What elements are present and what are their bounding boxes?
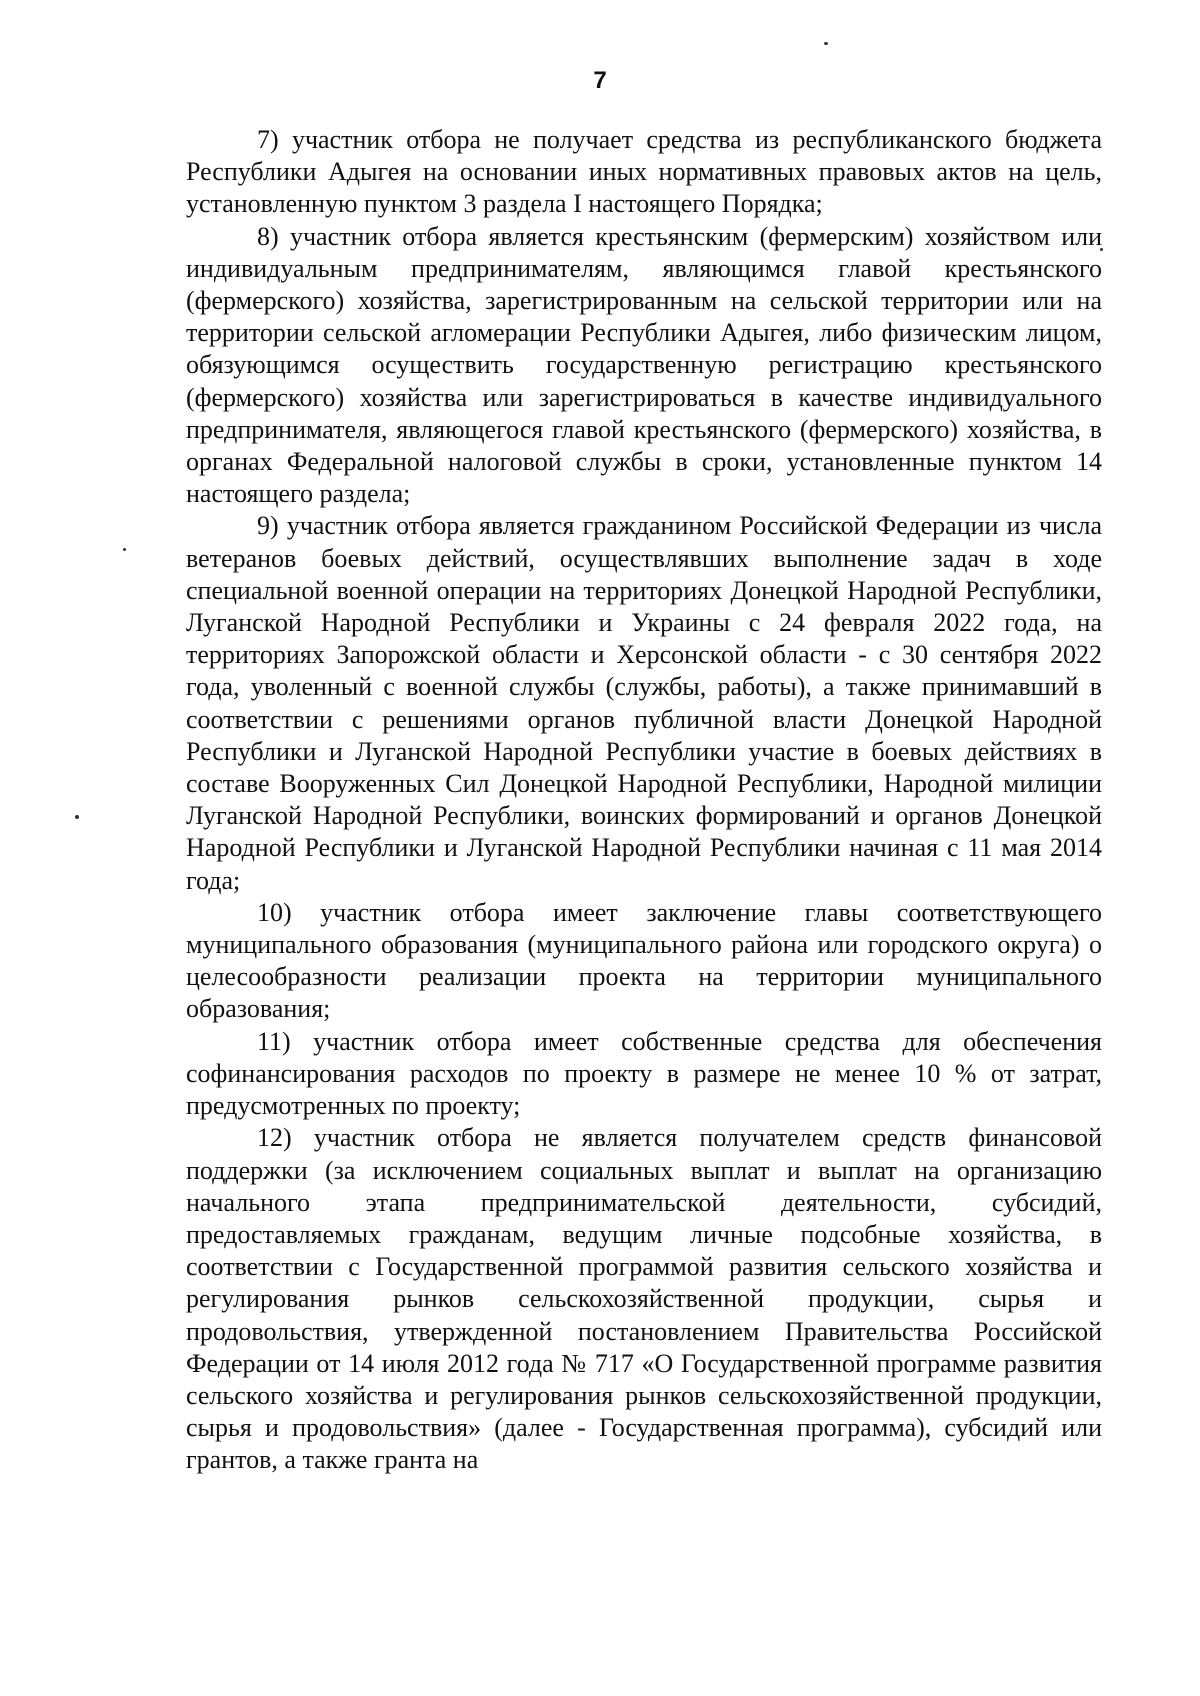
paragraph-item-12: 12) участник отбора не является получателем средств финансовой поддержки (за исключением социальных выплат и выплат на организацию начального этапа предпринимательской деятельности, субсидий, предоставляемых гражданам, ведущим личные подсобные хозяйства, в соответствии с Государственной программой развития сельского хозяйства и регулирования рынков сельскохозяйственной продукции, сырья и продовольствия, утвержденной постановлением Правительства Российской Федерации от 14 июля 2012 года № 717 «О Государственной программе развития сельского хозяйства и регулирования рынков сельскохозяйственной продукции, сырья и продовольствия» (далее - Государственная программа), субсидий или грантов, а также гранта на bbox=[186, 1123, 1102, 1475]
paragraph-item-9: 9) участник отбора является гражданином Российской Федерации из числа ветеранов боевых действий, осуществлявших выполнение задач в ходе специальной военной операции на территориях Донецкой Народной Республики, Луганской Народной Республики и Украины с 24 февраля 2022 года, на территориях Запорожской области и Херсонской области - с 30 сентября 2022 года, уволенный с военной службы (службы, работы), а также принимавший в соответствии с решениями органов публичной власти Донецкой Народной Республики и Луганской Народной Республики участие в боевых действиях в составе Вооруженных Сил Донецкой Народной Республики, Народной милиции Луганской Народной Республики, воинских формирований и органов Донецкой Народной Республики и Луганской Народной Республики начиная с 11 мая 2014 года; bbox=[186, 511, 1102, 895]
paragraph-item-7: 7) участник отбора не получает средства из республиканского бюджета Республики Адыгея на основании иных нормативных правовых актов на цель, установленную пунктом 3 раздела I настоящего Порядка; bbox=[186, 125, 1102, 219]
paragraph-item-8: 8) участник отбора является крестьянским (фермерским) хозяйством или индивидуальным предпринимателям, являющимся главой крестьянского (фермерского) хозяйства, зарегистрированным на сельской территории или на территории сельской агломерации Республики Адыгея, либо физическим лицом, обязующимся осуществить государственную регистрацию крестьянского (фермерского) хозяйства или зарегистрироваться в качестве индивидуального предпринимателя, являющегося главой крестьянского (фермерского) хозяйства, в органах Федеральной налоговой службы в сроки, установленные пунктом 14 настоящего раздела; bbox=[186, 221, 1102, 509]
document-body bbox=[186, 124, 1102, 1477]
paragraph-item-11: 11) участник отбора имеет собственные средства для обеспечения софинансирования расходов по проекту в размере не менее 10 % от затрат, предусмотренных по проекту; bbox=[186, 1026, 1102, 1121]
page-number: 7 bbox=[593, 67, 607, 94]
scan-speck bbox=[824, 42, 828, 45]
scan-speck bbox=[75, 815, 79, 819]
paragraph-item-10: 10) участник отбора имеет заключение главы соответствующего муниципального образования (муниципального района или городского округа) о целесообразности реализации проекта на территории муниципального образования; bbox=[186, 897, 1102, 1024]
scan-speck bbox=[123, 548, 126, 551]
